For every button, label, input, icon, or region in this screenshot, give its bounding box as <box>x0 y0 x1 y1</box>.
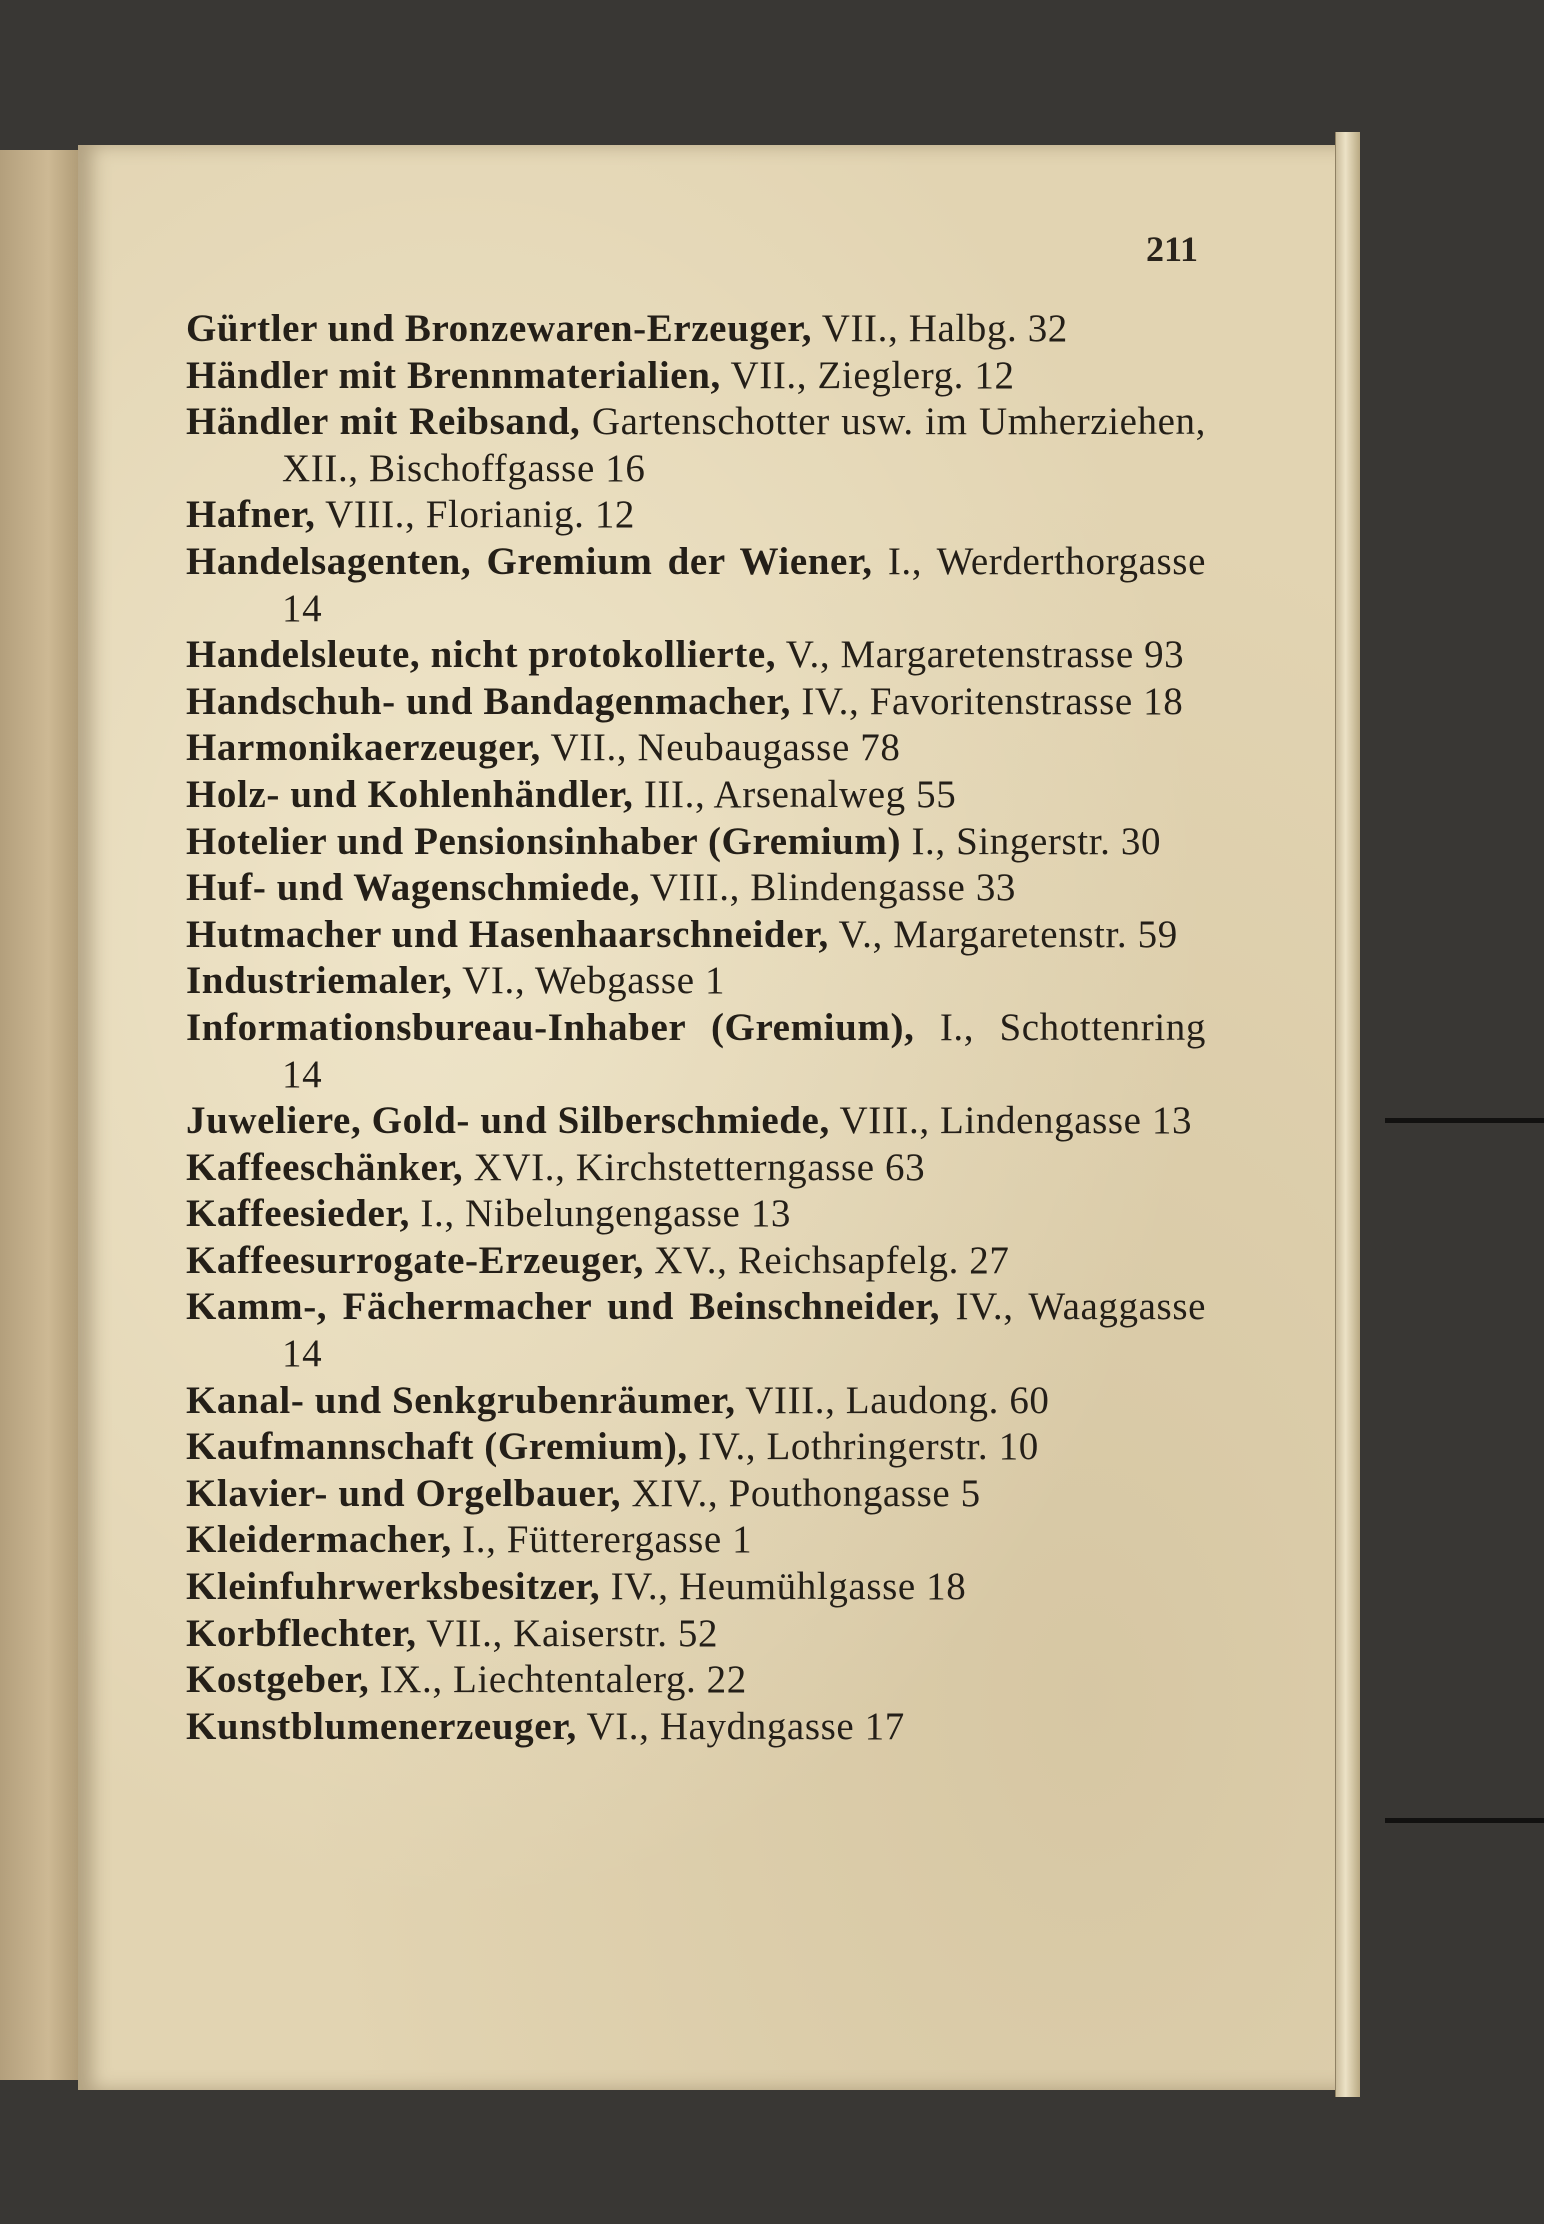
trade-address: VIII., Laudong. 60 <box>735 1378 1050 1422</box>
trade-address: Gartenschotter usw. im Umherziehen, XII., Bischoffgasse 16 <box>282 400 1206 490</box>
trade-address: I., Nibelungengasse 13 <box>410 1192 792 1236</box>
trade-name: Kanal- und Senkgrubenräumer, <box>186 1378 736 1422</box>
list-item <box>186 1005 1206 1098</box>
trade-name: Handelsagenten, Gremium der Wiener, <box>186 539 873 583</box>
list-item <box>186 1704 1206 1751</box>
list-item <box>186 306 1206 353</box>
trade-name: Informationsbureau-Inhaber (Gremium), <box>186 1005 915 1049</box>
trade-address: VI., Webgasse 1 <box>452 959 726 1003</box>
trade-name: Handelsleute, nicht protokollierte, <box>186 633 777 677</box>
list-item <box>186 912 1206 959</box>
list-item <box>186 632 1206 679</box>
trade-address: VII., Zieglerg. 12 <box>720 353 1015 397</box>
trade-address: V., Margaretenstrasse 93 <box>776 633 1185 677</box>
trade-name: Händler mit Reibsand, <box>186 400 581 444</box>
list-item <box>186 1145 1206 1192</box>
trade-address: VII., Halbg. 32 <box>812 307 1068 350</box>
list-item <box>186 399 1206 492</box>
list-item <box>186 1284 1206 1377</box>
trade-address: VI., Haydngasse 17 <box>576 1704 905 1748</box>
ribbon-mark-lower <box>1385 1818 1544 1823</box>
trade-address: I., Werderthorgasse 14 <box>282 539 1206 630</box>
trade-address: IX., Liechtentalerg. 22 <box>369 1658 747 1702</box>
ribbon-mark-upper <box>1385 1118 1544 1123</box>
trade-name: Hafner, <box>186 493 316 537</box>
list-item <box>186 492 1206 539</box>
list-item <box>186 1471 1206 1518</box>
trade-name: Hutmacher und Hasenhaarschneider, <box>186 912 829 956</box>
trade-name: Kaffeeschänker, <box>186 1145 464 1189</box>
trade-address: I., Schottenring 14 <box>282 1005 1206 1096</box>
list-item <box>186 819 1206 866</box>
trade-name: Kleinfuhrwerksbesitzer, <box>186 1565 601 1609</box>
trade-address: VIII., Lindengasse 13 <box>829 1099 1193 1143</box>
trade-name: Kaffeesieder, <box>186 1192 411 1236</box>
trade-name: Gürtler und Bronzewaren-Erzeuger, <box>186 307 813 350</box>
trade-name: Hotelier und Pensionsinhaber (Gremium) <box>186 819 902 863</box>
list-item <box>186 679 1206 726</box>
trade-address: I., Fütterergasse 1 <box>451 1518 753 1562</box>
trade-name: Kostgeber, <box>186 1658 370 1702</box>
trade-address: VII., Neubaugasse 78 <box>540 726 901 770</box>
list-item <box>186 772 1206 819</box>
list-item <box>186 1378 1206 1425</box>
trade-address: III., Arsenalweg 55 <box>633 772 957 816</box>
trade-address: IV., Lothringerstr. 10 <box>687 1425 1039 1469</box>
trade-name: Kleidermacher, <box>186 1518 452 1562</box>
trade-address: I., Singerstr. 30 <box>901 819 1162 863</box>
trade-name: Klavier- und Orgelbauer, <box>186 1471 622 1515</box>
list-item <box>186 1611 1206 1658</box>
trade-name: Kunstblumenerzeuger, <box>186 1704 577 1748</box>
trade-address: V., Margaretenstr. 59 <box>828 912 1178 956</box>
trade-address: XIV., Pouthongasse 5 <box>621 1471 981 1515</box>
trade-address: VIII., Blindengasse 33 <box>640 866 1017 910</box>
trade-address: IV., Heumühlgasse 18 <box>600 1565 967 1609</box>
list-item <box>186 865 1206 912</box>
list-item <box>186 1424 1206 1471</box>
trade-name: Kaffeesurrogate-Erzeuger, <box>186 1238 644 1282</box>
trade-address: VIII., Florianig. 12 <box>315 493 636 537</box>
trade-address: IV., Favoritenstrasse 18 <box>791 679 1184 723</box>
list-item <box>186 1098 1206 1145</box>
trade-name: Huf- und Wagenschmiede, <box>186 866 641 910</box>
trade-name: Industriemaler, <box>186 959 453 1003</box>
trade-name: Korbflechter, <box>186 1611 417 1655</box>
trade-name: Händler mit Brennmaterialien, <box>186 353 721 397</box>
list-item <box>186 1517 1206 1564</box>
trade-name: Juweliere, Gold- und Silberschmiede, <box>186 1099 830 1143</box>
trade-name: Handschuh- und Bandagenmacher, <box>186 679 791 723</box>
trade-name: Kamm-, Fächermacher und Beinschneider, <box>186 1285 941 1329</box>
trade-address: IV., Waaggasse 14 <box>282 1285 1207 1376</box>
trade-address: XV., Reichsapfelg. 27 <box>643 1238 1010 1282</box>
list-item <box>186 1657 1206 1704</box>
trade-address: XVI., Kirchstetterngasse 63 <box>463 1145 926 1189</box>
page-block-edge <box>1335 132 1360 2097</box>
list-item <box>186 958 1206 1005</box>
page-number: 211 <box>1145 229 1198 269</box>
trade-name: Kaufmannschaft (Gremium), <box>186 1425 688 1469</box>
trade-name: Holz- und Kohlenhändler, <box>186 772 634 816</box>
list-item <box>186 1564 1206 1611</box>
trade-address: VII., Kaiserstr. 52 <box>416 1611 719 1655</box>
list-item <box>186 725 1206 772</box>
list-item <box>186 1238 1206 1285</box>
trade-name: Harmonikaerzeuger, <box>186 726 541 770</box>
list-item <box>186 1191 1206 1238</box>
list-item <box>186 353 1206 400</box>
entry-list <box>186 306 1206 1750</box>
list-item <box>186 539 1206 632</box>
